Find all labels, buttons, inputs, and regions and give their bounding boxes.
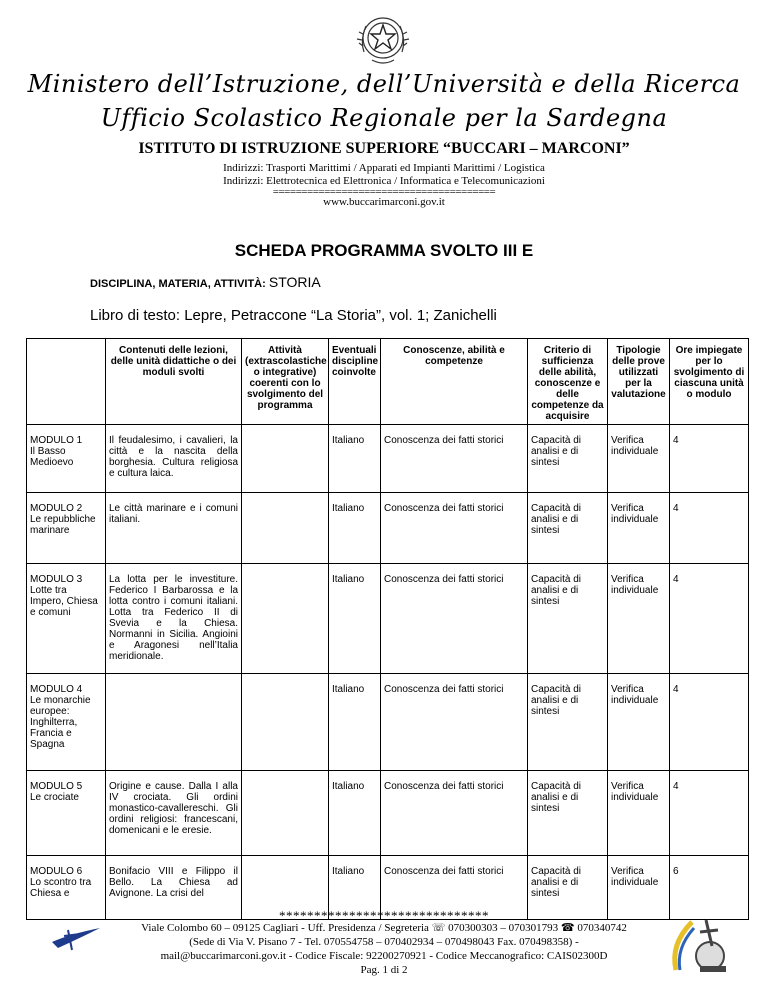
disciplines-cell: Italiano (329, 425, 381, 493)
criterion-cell: Capacità di analisi e di sintesi (528, 425, 608, 493)
test-type-cell: Verifica individuale (608, 564, 670, 674)
hours-cell: 6 (670, 856, 749, 920)
content-cell: La lotta per le investiture. Federico I Barbarossa e la lotta contro i comuni italiani. Lotta tra Federico II di Svevia e la Chiesa. Normanni in Sicilia. Angioini e Aragonesi nell’Italia meridionale. (106, 564, 242, 674)
module-cell: MODULO 1 Il Basso Medioevo (27, 425, 106, 493)
module-cell: MODULO 2 Le repubbliche marinare (27, 493, 106, 564)
knowledge-cell: Conoscenza dei fatti storici (381, 674, 528, 771)
disciplines-cell: Italiano (329, 493, 381, 564)
institute-name: ISTITUTO DI ISTRUZIONE SUPERIORE “BUCCARI – MARCONI” (138, 140, 630, 157)
table-row (27, 564, 749, 674)
disciplines-cell: Italiano (329, 564, 381, 674)
table-row (27, 425, 749, 493)
criterion-cell: Capacità di analisi e di sintesi (528, 564, 608, 674)
knowledge-cell: Conoscenza dei fatti storici (381, 564, 528, 674)
header-separator: ======================================= (272, 186, 496, 198)
disciplines-cell: Italiano (329, 771, 381, 856)
header-cell (27, 339, 106, 425)
discipline-value: STORIA (268, 274, 321, 290)
regional-office-name: Ufficio Scolastico Regionale per la Sardegna (100, 104, 668, 132)
module-cell: MODULO 3 Lotte tra Impero, Chiesa e comuni (27, 564, 106, 674)
textbook-line: Libro di testo: Lepre, Petraccone “La Storia”, vol. 1; Zanichelli (90, 307, 497, 324)
hours-cell: 4 (670, 425, 749, 493)
knowledge-cell: Conoscenza dei fatti storici (381, 493, 528, 564)
hours-cell: 4 (670, 674, 749, 771)
criterion-cell: Capacità di analisi e di sintesi (528, 771, 608, 856)
header-cell: Criterio di sufficienza delle abilità, conoscenze e delle competenze da acquisire (528, 339, 608, 425)
activities-cell (242, 425, 329, 493)
test-type-cell: Verifica individuale (608, 674, 670, 771)
address-line-2: Indirizzi: Elettrotecnica ed Elettronica / Informatica e Telecomunicazioni (223, 175, 545, 187)
test-type-cell: Verifica individuale (608, 856, 670, 920)
header-cell: Conoscenze, abilità e competenze (381, 339, 528, 425)
module-cell: MODULO 5 Le crociate (27, 771, 106, 856)
hours-cell: 4 (670, 771, 749, 856)
school-crest-icon (666, 910, 736, 978)
discipline-label: DISCIPLINA, MATERIA, ATTIVITÀ: (90, 278, 266, 290)
knowledge-cell: Conoscenza dei fatti storici (381, 425, 528, 493)
header-cell: Contenuti delle lezioni, delle unità didattiche o dei moduli svolti (106, 339, 242, 425)
knowledge-cell: Conoscenza dei fatti storici (381, 771, 528, 856)
knowledge-cell: Conoscenza dei fatti storici (381, 856, 528, 920)
header-cell: Ore impiegate per lo svolgimento di ciascuna unità o modulo (670, 339, 749, 425)
ministry-name: Ministero dell’Istruzione, dell’Università e della Ricerca (27, 70, 741, 98)
disciplines-cell: Italiano (329, 674, 381, 771)
footer-address: Viale Colombo 60 – 09125 Cagliari - Uff. Presidenza / Segreteria ☏ 070300303 – 070301793 ☎ 070340742 (141, 922, 627, 934)
criterion-cell: Capacità di analisi e di sintesi (528, 493, 608, 564)
header-cell: Tipologie delle prove utilizzati per la valutazione (608, 339, 670, 425)
footer-codes: mail@buccarimarconi.gov.it - Codice Fiscale: 92200270921 - Codice Meccanografico: CAIS02300D (160, 950, 608, 962)
criterion-cell: Capacità di analisi e di sintesi (528, 674, 608, 771)
table-row (27, 674, 749, 771)
discipline-line (90, 274, 321, 290)
content-cell (106, 674, 242, 771)
hours-cell: 4 (670, 564, 749, 674)
republic-emblem-icon (350, 10, 416, 70)
activities-cell (242, 771, 329, 856)
content-cell: Origine e cause. Dalla I alla IV crociata. Gli ordini monastico-cavallereschi. Gli ordini religiosi: francescani, domenicani e le eresie. (106, 771, 242, 856)
program-table (26, 338, 749, 920)
address-line-1: Indirizzi: Trasporti Marittimi / Apparati ed Impianti Marittimi / Logistica (223, 162, 545, 174)
website-link[interactable]: www.buccarimarconi.gov.it (323, 196, 445, 208)
footer-secondary-site: (Sede di Via V. Pisano 7 - Tel. 070554758 – 070402934 – 070498043 Fax. 070498358) - (189, 936, 579, 948)
test-type-cell: Verifica individuale (608, 425, 670, 493)
hours-cell: 4 (670, 493, 749, 564)
module-cell: MODULO 4 Le monarchie europee: Inghilterra, Francia e Spagna (27, 674, 106, 771)
module-cell: MODULO 6 Lo scontro tra Chiesa e (27, 856, 106, 920)
content-cell: Le città marinare e i comuni italiani. (106, 493, 242, 564)
table-row (27, 493, 749, 564)
activities-cell (242, 493, 329, 564)
page-number: Pag. 1 di 2 (360, 964, 408, 976)
page-title: SCHEDA PROGRAMMA SVOLTO III E (234, 241, 534, 260)
test-type-cell: Verifica individuale (608, 493, 670, 564)
activities-cell (242, 674, 329, 771)
table-row (27, 771, 749, 856)
header-cell: Eventuali discipline coinvolte (329, 339, 381, 425)
criterion-cell: Capacità di analisi e di sintesi (528, 856, 608, 920)
content-cell: Il feudalesimo, i cavalieri, la città e la nascita della borghesia. Cultura religiosa e cultura laica. (106, 425, 242, 493)
test-type-cell: Verifica individuale (608, 771, 670, 856)
header-cell: Attività (extrascolastiche o integrative) coerenti con lo svolgimento del programma (242, 339, 329, 425)
activities-cell (242, 564, 329, 674)
footer-stars: ****************************** (279, 908, 489, 923)
disciplines-cell: Italiano (329, 856, 381, 920)
content-cell: Bonifacio VIII e Filippo il Bello. La Chiesa ad Avignone. La crisi del (106, 856, 242, 920)
table-header-row (27, 339, 749, 425)
